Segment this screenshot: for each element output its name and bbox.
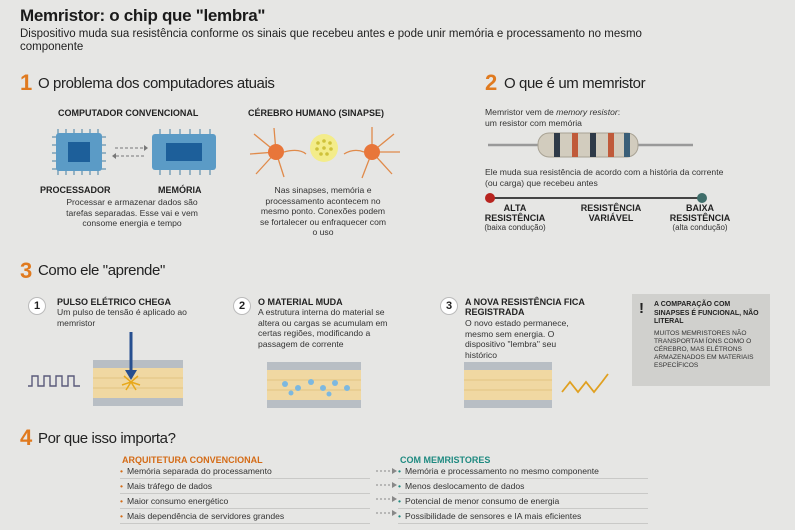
material-change-diagram bbox=[265, 358, 365, 412]
list-item: • Maior consumo energético bbox=[120, 494, 370, 509]
step2-text: A estrutura interna do material se altera ou cargas se acumulam em certas regiões, modificando a passagem de corrente bbox=[258, 307, 388, 349]
resistor-icon bbox=[488, 128, 693, 162]
page-title: Memristor: o chip que "lembra" bbox=[20, 6, 266, 25]
page-subtitle: Dispositivo muda sua resistência conforme os sinais que recebeu antes e pode unir memória e processamento no mesmo componente bbox=[20, 28, 642, 53]
low-resistance-sub: (alta condução) bbox=[672, 223, 728, 232]
brain-label: CÉREBRO HUMANO (SINAPSE) bbox=[248, 108, 385, 118]
list-item: • Mais tráfego de dados bbox=[120, 479, 370, 494]
warning-icon: ! bbox=[639, 300, 644, 317]
step3-text: O novo estado permanece, mesmo sem energia. O dispositivo "lembra" seu histórico bbox=[465, 318, 569, 360]
note-box bbox=[632, 294, 770, 386]
list-item: • Possibilidade de sensores e IA mais eficientes bbox=[398, 509, 648, 524]
list-item: • Memória e processamento no mesmo componente bbox=[398, 464, 648, 479]
stored-resistance-diagram bbox=[462, 358, 612, 412]
synapse-neurons-icon bbox=[244, 122, 409, 182]
conventional-list bbox=[120, 464, 370, 524]
brain-description: Nas sinapses, memória e processamento acontecem no mesmo ponto. Conexões podem se fortalecer ou enfraquecer com o uso bbox=[259, 185, 387, 237]
step1-number: 1 bbox=[28, 297, 46, 315]
conventional-header: ARQUITETURA CONVENCIONAL bbox=[122, 455, 263, 465]
intro-prefix: Memristor vem de bbox=[485, 107, 557, 117]
memristor-list bbox=[398, 464, 648, 524]
list-item: • Mais dependência de servidores grandes bbox=[120, 509, 370, 524]
computer-description: Processar e armazenar dados são tarefas separadas. Esse vai e vem consome energia e tempo bbox=[66, 197, 198, 228]
section2-title: O que é um memristor bbox=[504, 75, 646, 92]
note-text: MUITOS MEMRISTORES NÃO TRANSPORTAM ÍONS COMO O CÉREBRO, MAS ELÉTRONS ARMAZENADOS EM MATERIAIS ESPECÍFICOS bbox=[654, 330, 754, 369]
processor-chip-icon bbox=[48, 125, 110, 179]
memristor-intro bbox=[485, 107, 715, 128]
section3-title: Como ele "aprende" bbox=[38, 262, 165, 279]
section1-title: O problema dos computadores atuais bbox=[38, 75, 275, 92]
section1-number: 1 bbox=[20, 70, 33, 95]
low-resistance-label: BAIXA RESISTÊNCIA bbox=[669, 203, 731, 223]
section4-title: Por que isso importa? bbox=[38, 430, 176, 447]
section4-number: 4 bbox=[20, 425, 33, 450]
list-item: • Menos deslocamento de dados bbox=[398, 479, 648, 494]
step1-title: PULSO ELÉTRICO CHEGA bbox=[57, 297, 172, 307]
step2-title: O MATERIAL MUDA bbox=[258, 297, 343, 307]
memory-chip-icon bbox=[148, 127, 220, 177]
memory-label: MEMÓRIA bbox=[158, 185, 202, 195]
step1-text: Um pulso de tensão é aplicado ao memristor bbox=[57, 307, 187, 328]
intro-suffix: : bbox=[617, 107, 621, 117]
intro-line2: um resistor com memória bbox=[485, 117, 582, 128]
list-item: • Potencial de menor consumo de energia bbox=[398, 494, 648, 509]
processor-label: PROCESSADOR bbox=[40, 185, 111, 195]
voltage-pulse-diagram bbox=[28, 330, 198, 410]
data-transfer-arrows-icon bbox=[112, 142, 148, 162]
step3-number: 3 bbox=[440, 297, 458, 315]
note-title: A COMPARAÇÃO COM SINAPSES É FUNCIONAL, NÃO LITERAL bbox=[654, 301, 759, 325]
memristor-header: COM MEMRISTORES bbox=[400, 455, 491, 465]
high-resistance-label: ALTA RESISTÊNCIA bbox=[484, 203, 546, 223]
comparison-arrows-icon bbox=[376, 464, 398, 524]
section2-number: 2 bbox=[485, 70, 498, 95]
section3-number: 3 bbox=[20, 258, 33, 283]
high-resistance-sub: (baixa condução) bbox=[484, 223, 546, 232]
variable-resistance-label: RESISTÊNCIA VARIÁVEL bbox=[580, 203, 642, 223]
computer-label: COMPUTADOR CONVENCIONAL bbox=[58, 108, 199, 118]
memristor-description: Ele muda sua resistência de acordo com a história da corrente (ou carga) que recebeu antes bbox=[485, 167, 724, 188]
intro-term: memory resistor bbox=[556, 107, 618, 117]
step2-number: 2 bbox=[233, 297, 251, 315]
step3-title: A NOVA RESISTÊNCIA FICA REGISTRADA bbox=[465, 297, 585, 317]
list-item: • Memória separada do processamento bbox=[120, 464, 370, 479]
